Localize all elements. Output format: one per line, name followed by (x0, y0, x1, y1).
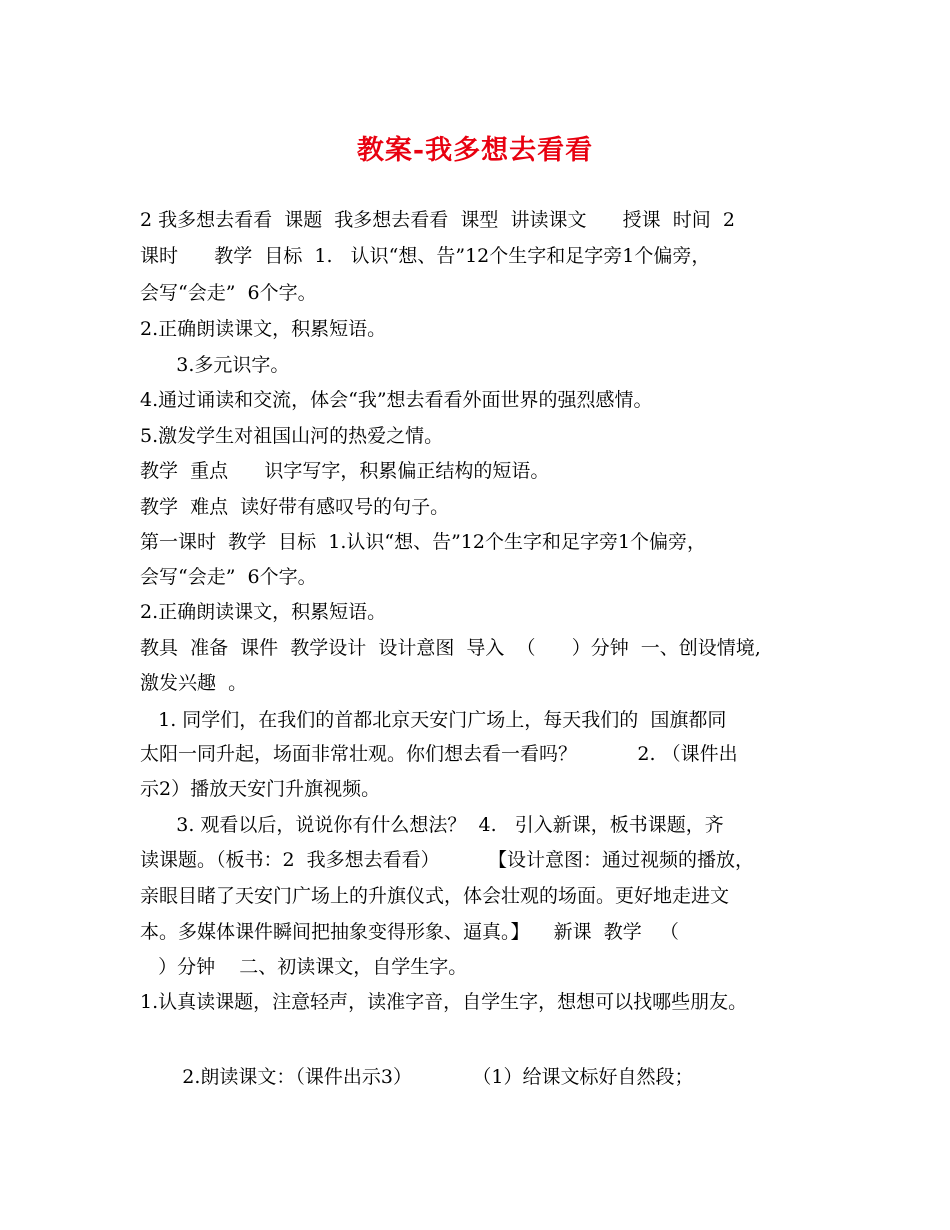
body-line: 3.多元识字。 (140, 354, 290, 376)
body-line: 1.认真读课题，注意轻声，读准字音，自学生字，想想可以找哪些朋友。 (140, 991, 748, 1013)
body-line: 课时 教学 目标 1. 认识“想、告”12个生字和足字旁1个偏旁， (140, 245, 711, 267)
body-line: 会写“会走” 6个字。 (140, 566, 317, 588)
body-line: 教具 准备 课件 教学设计 设计意图 导入 （ ）分钟 一、创设情境, (140, 637, 761, 659)
document-title: 教案-我多想去看看 (356, 135, 594, 166)
body-line: 1. 同学们，在我们的首都北京天安门广场上，每天我们的 国旗都同 (140, 709, 727, 731)
body-line: 5.激发学生对祖国山河的热爱之情。 (140, 425, 444, 447)
body-line: 4.通过诵读和交流，体会“我”想去看看外面世界的强烈感情。 (140, 389, 653, 411)
body-line: 2 我多想去看看 课题 我多想去看看 课型 讲读课文 授课 时间 2 (140, 209, 735, 231)
body-line: ）分钟 二、初读课文，自学生字。 (140, 956, 468, 978)
body-line: 本。多媒体课件瞬间把抽象变得形象、逼真。】 新课 教学 （ (140, 921, 679, 943)
body-line: 激发兴趣 。 (140, 672, 248, 694)
body-line: 亲眼目睹了天安门广场上的升旗仪式，体会壮观的场面。更好地走进文 (140, 885, 730, 907)
body-line: 教学 重点 识字写字，积累偏正结构的短语。 (140, 460, 550, 482)
body-line: 2.正确朗读课文，积累短语。 (140, 318, 387, 340)
body-line: 3. 观看以后，说说你有什么想法？ 4. 引入新课，板书课题，齐 (140, 814, 724, 836)
body-line: 太阳一同升起，场面非常壮观。你们想去看一看吗？ 2. （课件出 (140, 743, 738, 765)
body-line: 第一课时 教学 目标 1.认识“想、告”12个生字和足字旁1个偏旁， (140, 531, 707, 553)
body-line: 2.正确朗读课文，积累短语。 (140, 601, 387, 623)
body-line: 2.朗读课文：（课件出示3） （1）给课文标好自然段； (140, 1066, 694, 1088)
body-line: 示2）播放天安门升旗视频。 (140, 778, 381, 800)
body-line: 会写“会走” 6个字。 (140, 282, 317, 304)
body-line: 读课题。（板书：2 我多想去看看） 【设计意图：通过视频的播放， (140, 849, 754, 871)
body-line: 教学 难点 读好带有感叹号的句子。 (140, 496, 450, 518)
